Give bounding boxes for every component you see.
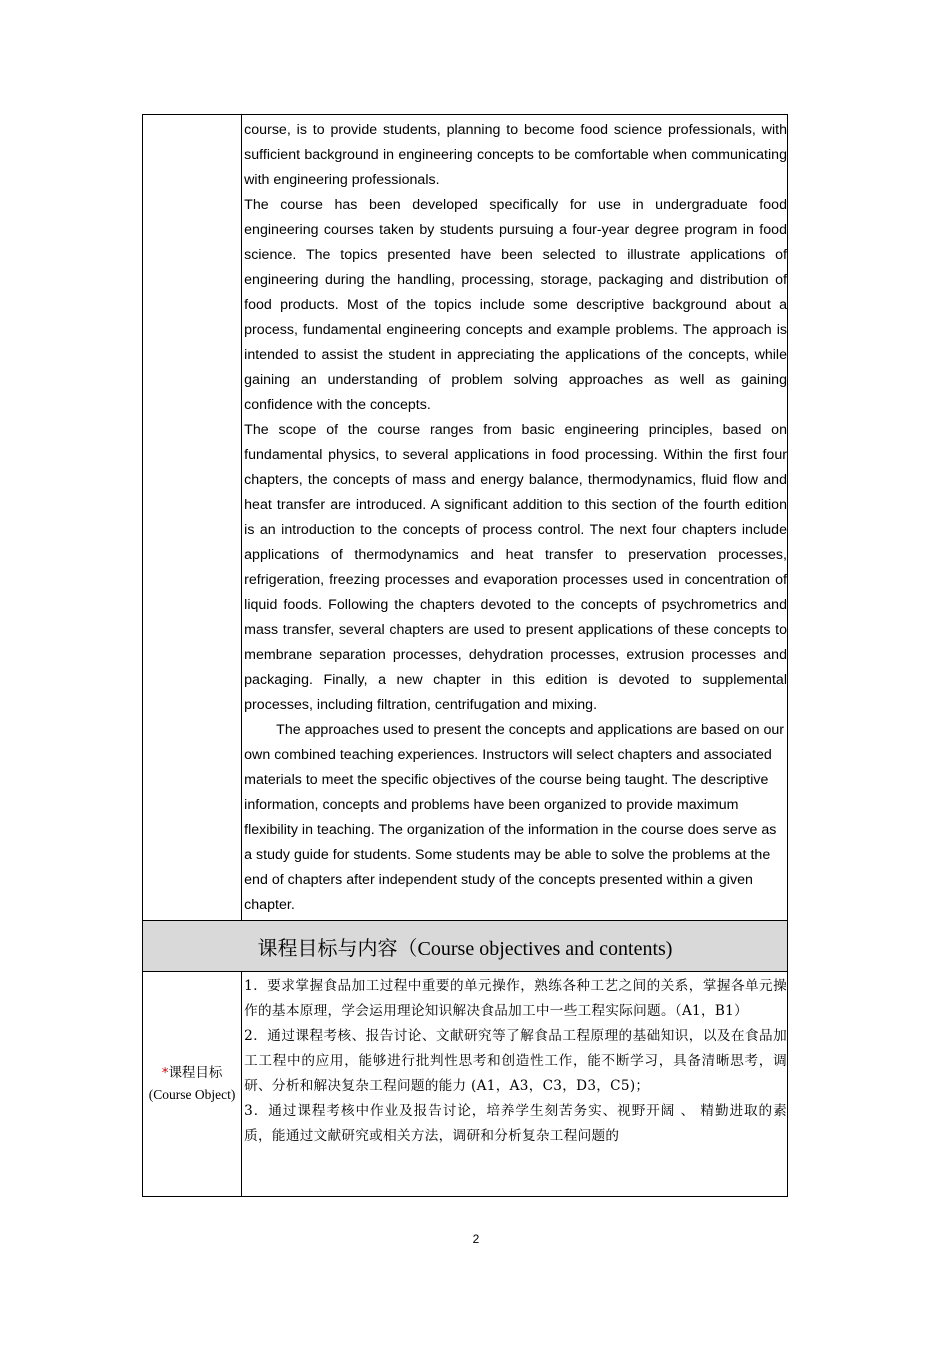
objectives-label-en: (Course Object) bbox=[148, 1087, 236, 1102]
objectives-label-cell bbox=[143, 972, 242, 1197]
section-header-en: （Course objectives and contents) bbox=[397, 937, 673, 960]
section-header bbox=[143, 921, 788, 972]
intro-label-cell bbox=[143, 115, 242, 921]
objectives-label-text: 课程目标 bbox=[168, 1065, 223, 1081]
section-header-row bbox=[143, 921, 788, 972]
objectives-content-cell bbox=[242, 972, 788, 1197]
objective-item: 2．通过课程考核、报告讨论、文献研究等了解食品工程原理的基础知识，以及在食品加工工程中的应用，能够进行批判性思考和创造性工作，能不断学习，具备清晰思考，调研、分析和解决复杂工程问题的能力 (A1，A3，C3，D3，C5)； bbox=[244, 1028, 787, 1094]
intro-paragraph: The approaches used to present the concepts and applications are based on our own combined teaching experiences. Instructors will select chapters and associated materials to meet the specific objectives of the course being taught. The descriptive information, concepts and problems have been organized to provide maximum flexibility in teaching. The organization of the information in the course does serve as a study guide for students. Some students may be able to solve the problems at the end of chapters after independent study of the concepts presented within a given chapter. bbox=[244, 722, 785, 913]
objective-item: 1．要求掌握食品加工过程中重要的单元操作，熟练各种工艺之间的关系，掌握各单元操作的基本原理，学会运用理论知识解决食品加工中一些工程实际问题。（A1，B1） bbox=[244, 978, 787, 1019]
objective-item: 3．通过课程考核中作业及报告讨论，培养学生刻苦务实、视野开阔 、 精勤进取的素质，能通过文献研究或相关方法，调研和分析复杂工程问题的 bbox=[244, 1103, 787, 1144]
section-header-zh: 课程目标与内容 bbox=[257, 935, 398, 960]
intro-paragraph: The scope of the course ranges from basic engineering principles, based on fundamental physics, to several applications in food processing. Within the first four chapters, the concepts of mass and energy balance, thermodynamics, fluid flow and heat transfer are introduced. A significant addition to this section of the fourth edition is an introduction to the concepts of process control. The next four chapters include applications of thermodynamics and heat transfer to preservation processes, refrigeration, freezing processes and evaporation processes used in concentration of liquid foods. Following the chapters devoted to the concepts of psychrometrics and mass transfer, several chapters are used to present applications of these concepts to membrane separation processes, dehydration processes, extrusion processes and packaging. Finally, a new chapter in this edition is devoted to supplemental processes, including filtration, centrifugation and mixing. bbox=[244, 422, 787, 713]
required-asterisk: * bbox=[161, 1065, 169, 1081]
intro-text-cell bbox=[242, 115, 788, 921]
intro-paragraph: The course has been developed specifically for use in undergraduate food engineering courses taken by students pursuing a four-year degree program in food science. The topics presented have been selected to illustrate applications of engineering during the handling, processing, storage, packaging and distribution of food products. Most of the topics include some descriptive background about a process, fundamental engineering concepts and example problems. The approach is intended to assist the student in appreciating the applications of the concepts, while gaining an understanding of problem solving approaches as well as gaining confidence with the concepts. bbox=[244, 197, 787, 413]
objectives-row bbox=[143, 972, 788, 1197]
intro-row bbox=[143, 115, 788, 921]
page-number: 2 bbox=[472, 1232, 480, 1246]
course-document-table bbox=[142, 114, 788, 1197]
intro-paragraph: course, is to provide students, planning to become food science professionals, with sufficient background in engineering concepts to be comfortable when communicating with engineering professionals. bbox=[244, 122, 787, 188]
objectives-label-zh bbox=[143, 1062, 241, 1084]
